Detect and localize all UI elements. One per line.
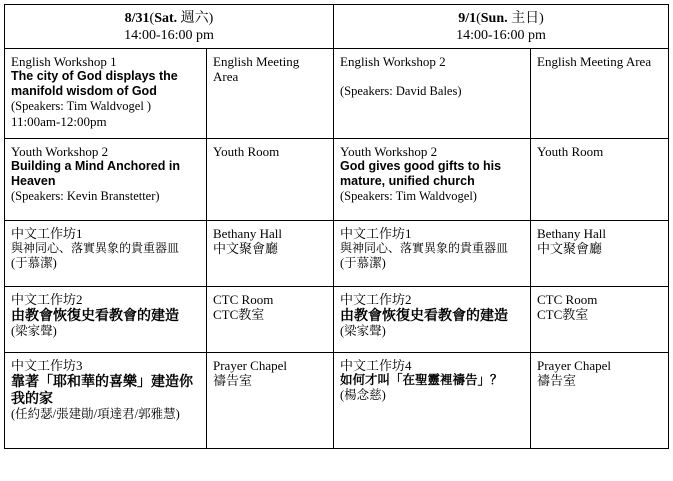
room-name: CTC Room: [213, 292, 274, 307]
workshop-cell: [334, 139, 531, 221]
dow-open: (: [149, 11, 155, 26]
workshop-topic: The city of God displays the manifold wisdom of God: [11, 69, 178, 98]
room-name: English Meeting Area: [213, 54, 300, 84]
room-name-zh: 禱告室: [213, 373, 253, 388]
room-name: Youth Room: [537, 144, 604, 159]
table-row: [5, 353, 669, 449]
workshop-speaker: (Speakers: Tim Waldvogel ): [11, 99, 152, 113]
workshop-cell: [5, 287, 207, 353]
workshop-title: English Workshop 2: [340, 54, 446, 69]
room-name-zh: CTC教室: [213, 307, 265, 322]
workshop-speaker: (任約瑟/張建勛/項達君/郭雅慧): [11, 407, 180, 421]
room-name: English Meeting Area: [537, 54, 652, 69]
room-name: Bethany Hall: [213, 226, 282, 241]
workshop-cell: [5, 49, 207, 139]
workshop-cell: [334, 287, 531, 353]
room-name: Prayer Chapel: [213, 358, 288, 373]
workshop-title: 中文工作坊1: [340, 226, 412, 241]
header-row: [5, 5, 669, 49]
room-cell: [531, 353, 669, 449]
room-cell: [207, 287, 334, 353]
room-name: Youth Room: [213, 144, 280, 159]
workshop-speaker: (梁家聲): [340, 324, 386, 338]
day-of-week-en: Sun.: [480, 11, 508, 26]
room-cell: [531, 139, 669, 221]
day-header-sunday: 9/1(Sun. 主日) 14:00-16:00 pm: [334, 5, 669, 49]
room-name: CTC Room: [537, 292, 598, 307]
workshop-topic: 由教會恢復史看教會的建造: [11, 307, 179, 323]
workshop-title: English Workshop 1: [11, 54, 117, 69]
room-cell: [207, 221, 334, 287]
workshop-topic: 靠著「耶和華的喜樂」建造你我的家: [11, 373, 193, 406]
schedule-table: [4, 4, 669, 449]
workshop-cell: [334, 221, 531, 287]
workshop-title: 中文工作坊3: [11, 358, 83, 373]
date: 8/31: [124, 11, 150, 26]
room-cell: [207, 139, 334, 221]
table-row: [5, 221, 669, 287]
room-name: Prayer Chapel: [537, 358, 612, 373]
workshop-topic: 與神同心、落實異象的貴重器皿: [340, 241, 509, 255]
day-of-week-zh: 週六: [180, 11, 209, 26]
workshop-cell: [5, 139, 207, 221]
workshop-speaker: (Speakers: Kevin Branstetter): [11, 189, 160, 203]
room-cell: [531, 221, 669, 287]
table-row: [5, 287, 669, 353]
workshop-title: 中文工作坊2: [340, 292, 412, 307]
workshop-topic: 由教會恢復史看教會的建造: [340, 307, 508, 323]
workshop-cell: [334, 353, 531, 449]
room-name-zh: CTC教室: [537, 307, 589, 322]
workshop-cell: [5, 221, 207, 287]
day-of-week-en: Sat.: [154, 11, 178, 26]
workshop-speaker: (Speakers: David Bales): [340, 84, 462, 98]
day-of-week-zh: 主日: [511, 11, 540, 26]
table-row: [5, 49, 669, 139]
workshop-title: 中文工作坊1: [11, 226, 83, 241]
room-cell: [531, 49, 669, 139]
workshop-title: Youth Workshop 2: [340, 144, 438, 159]
workshop-topic: Building a Mind Anchored in Heaven: [11, 159, 180, 188]
workshop-speaker: (楊念慈): [340, 388, 386, 402]
table-row: [5, 139, 669, 221]
workshop-title: 中文工作坊2: [11, 292, 83, 307]
room-name-zh: 中文聚會廳: [213, 241, 279, 256]
room-cell: [531, 287, 669, 353]
workshop-cell: [5, 353, 207, 449]
workshop-topic: God gives good gifts to his mature, unified church: [340, 159, 502, 188]
workshop-topic: 與神同心、落實異象的貴重器皿: [11, 241, 180, 255]
date: 9/1: [458, 11, 477, 26]
room-cell: [207, 353, 334, 449]
workshop-title: Youth Workshop 2: [11, 144, 109, 159]
day-header-saturday: 8/31(Sat. 週六) 14:00-16:00 pm: [5, 5, 334, 49]
room-name-zh: 禱告室: [537, 373, 577, 388]
room-cell: [207, 49, 334, 139]
workshop-time: 11:00am-12:00pm: [11, 114, 107, 129]
workshop-cell: [334, 49, 531, 139]
session-time: 14:00-16:00 pm: [456, 28, 546, 43]
workshop-speaker: (于慕潔): [11, 256, 57, 270]
workshop-speaker: (梁家聲): [11, 324, 57, 338]
workshop-speaker: (于慕潔): [340, 256, 386, 270]
room-name-zh: 中文聚會廳: [537, 241, 603, 256]
session-time: 14:00-16:00 pm: [124, 28, 214, 43]
workshop-topic: 如何才叫「在聖靈裡禱告」？: [340, 373, 503, 387]
workshop-title: 中文工作坊4: [340, 358, 412, 373]
workshop-speaker: (Speakers: Tim Waldvogel): [340, 189, 477, 203]
room-name: Bethany Hall: [537, 226, 606, 241]
